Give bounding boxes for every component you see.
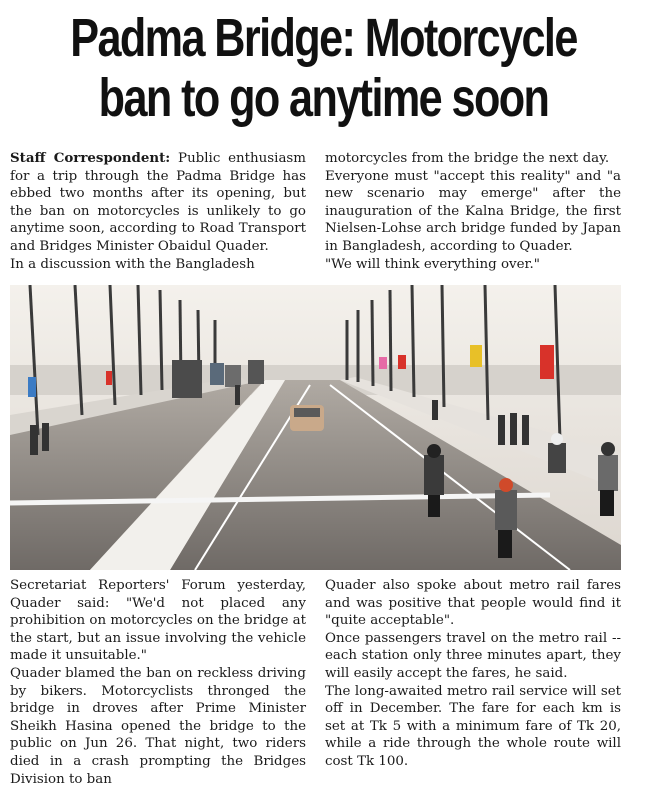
byline: Staff Correspondent: (10, 150, 171, 166)
paragraph: Secretariat Reporters' Forum yesterday, Quader said: "We'd not placed any prohibition on motorcycles on the bridge at the start, but an issue involving the vehicle made it unsuitable." (10, 578, 306, 664)
article-column-3 (10, 577, 306, 788)
article-column-4 (325, 577, 621, 771)
paragraph: Once passengers travel on the metro rail -- each station only three minutes apart, they will easily accept the fares, he said. (325, 630, 621, 681)
headline-line-2: ban to go anytime soon (98, 68, 549, 128)
paragraph: Quader blamed the ban on reckless driving by bikers. Motorcyclists thronged the bridge in droves after Prime Minister Sheikh Hasina opened the bridge to the public on Jun 26. That night, two riders died in a crash prompting the Bridges Division to ban (10, 665, 306, 787)
article-column-2 (325, 150, 621, 273)
headline-line-1: Padma Bridge: Motorcycle (70, 8, 577, 68)
lead-paragraph (10, 150, 306, 256)
headline (65, 8, 583, 128)
paragraph: In a discussion with the Bangladesh (10, 256, 255, 272)
lead-text: Public enthusiasm for a trip through the Padma Bridge has ebbed two months after its opening, but the ban on motorcycles is unlikely to go anytime soon, according to Road Transport and Bridges Minister Obaidul Quader. (10, 151, 306, 254)
paragraph: motorcycles from the bridge the next day. (325, 151, 610, 166)
flag-blue (28, 377, 36, 397)
paragraph: Everyone must "accept this reality" and "a new scenario may emerge" after the inauguration of the Kalna Bridge, the first Nielsen-Lohse arch bridge funded by Japan in Bangladesh, according to Quader. (325, 168, 621, 254)
truck (172, 360, 202, 398)
paragraph: The long-awaited metro rail service will set off in December. The fare for each km is set at Tk 5 with a minimum fare of Tk 20, while a ride through the whole route will cost Tk 100. (325, 683, 621, 769)
paragraph: Quader also spoke about metro rail fares and was positive that people would find it "quite acceptable". (325, 578, 621, 629)
flag-yellow (470, 345, 482, 367)
paragraph: "We will think everything over." (325, 256, 540, 272)
bridge-photo (10, 285, 621, 570)
article-column-1 (10, 150, 306, 273)
flag-red (540, 345, 554, 379)
